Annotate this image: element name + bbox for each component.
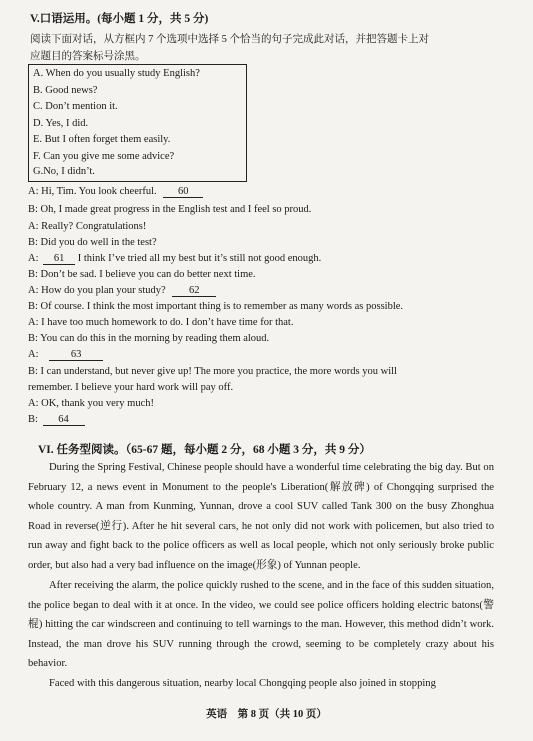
- reading-paragraph-3: Faced with this dangerous situation, nearby local Chongqing people also joined in stopping: [49, 678, 436, 689]
- dialogue-line: B: You can do this in the morning by reading them aloud.: [28, 333, 270, 344]
- section-5-title: V.口语运用。(每小题 1 分，共 5 分): [30, 13, 209, 25]
- dialogue-line: remember. I believe your hard work will pay off.: [28, 382, 234, 393]
- option-f: F. Can you give me some advice?: [33, 150, 175, 162]
- reading-paragraph-1: During the Spring Festival, Chinese people should have a wonderful time celebrating the big day. But on February 12, a news event in Monument to the people's Liberation(解放碑) of Chongqing surprised the whole country. A man from Kunming, Yunnan, drove a cool SUV called Tank 300 on the busy Zhonghua Road in reverse(逆行). After he hit several cars, he not only did not work with policemen, but also tried to run away and fight back to the police officers as well as local people, which not only seriously broke public order, but also had a very bad influence on the image(形象) of Yunnan people.: [28, 462, 494, 571]
- answer-blank-64: 64: [43, 414, 85, 426]
- option-b: B. Good news?: [33, 84, 98, 96]
- options-box: [28, 64, 247, 182]
- dialogue-line: B: I can understand, but never give up! The more you practice, the more words you will: [28, 366, 397, 377]
- page-footer: 英语 第 8 页（共 10 页）: [206, 709, 327, 720]
- answer-blank-60: 60: [163, 186, 203, 198]
- dialogue-text: I think I’ve tried all my best but it’s still not good enough.: [77, 253, 322, 264]
- dialogue-text: A:: [28, 349, 39, 360]
- dialogue-text: A:: [28, 253, 39, 264]
- dialogue-text: A: Hi, Tim. You look cheerful.: [28, 186, 157, 197]
- dialogue-line: [28, 414, 85, 426]
- section-5-instruction-line-2: 应题目的答案标号涂黑。: [30, 51, 146, 62]
- answer-blank-61: 61: [43, 253, 75, 265]
- dialogue-line: B: Did you do well in the test?: [28, 237, 157, 248]
- option-d: D. Yes, I did.: [33, 117, 89, 129]
- dialogue-text: A: How do you plan your study?: [28, 285, 166, 296]
- option-g: G.No, I didn’t.: [33, 166, 95, 177]
- option-a: A. When do you usually study English?: [33, 68, 200, 79]
- option-c: C. Don’t mention it.: [33, 101, 118, 112]
- dialogue-line: [28, 349, 103, 361]
- dialogue-text: B:: [28, 414, 38, 425]
- dialogue-line: A: OK, thank you very much!: [28, 398, 154, 409]
- dialogue-line: A: Really? Congratulations!: [28, 221, 147, 232]
- dialogue-line: [28, 186, 203, 198]
- dialogue-line: [28, 253, 321, 265]
- dialogue-line: B: Of course. I think the most important thing is to remember as many words as possible.: [28, 301, 404, 312]
- dialogue-line: A: I have too much homework to do. I don’t have time for that.: [28, 317, 294, 328]
- option-e: E. But I often forget them easily.: [33, 134, 171, 145]
- dialogue-line: B: Don’t be sad. I believe you can do better next time.: [28, 269, 256, 280]
- section-5-instruction-line-1: 阅读下面对话，从方框内 7 个选项中选择 5 个恰当的句子完成此对话，并把答题卡上对: [30, 34, 429, 45]
- section-6-title: VI. 任务型阅读。（65-67 题，每小题 2 分，68 小题 3 分，共 9 分）: [38, 444, 371, 456]
- answer-blank-63: 63: [49, 349, 103, 361]
- dialogue-line: B: Oh, I made great progress in the English test and I feel so proud.: [28, 204, 312, 215]
- answer-blank-62: 62: [172, 285, 216, 297]
- dialogue-line: [28, 285, 216, 297]
- reading-paragraph-2: After receiving the alarm, the police quickly rushed to the scene, and in the face of this sudden situation, the police began to deal with it at once. In the video, we could see police officers holding electric batons(警棍) hitting the car windscreen and continuing to tell warnings to the man. However, this method didn’t work. Instead, the man drove his SUV running through the crowd, seeming to be completely crazy about his behavior.: [28, 580, 494, 670]
